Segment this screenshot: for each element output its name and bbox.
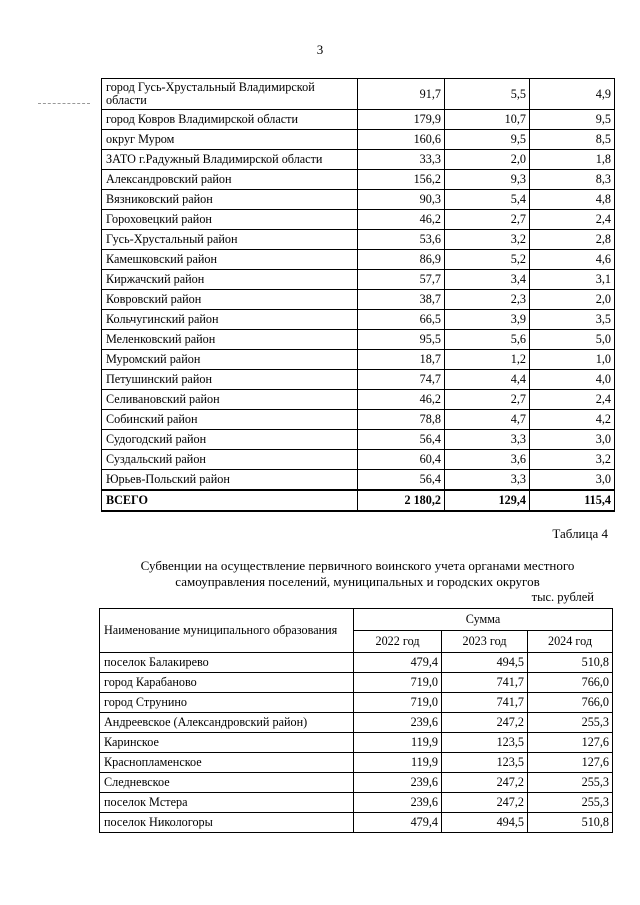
cell-2023: 10,7 bbox=[445, 110, 530, 130]
cell-name: поселок Балакирево bbox=[100, 653, 354, 673]
table-row bbox=[102, 370, 615, 390]
cell-2024: 766,0 bbox=[528, 673, 613, 693]
cell-2023: 2,7 bbox=[445, 210, 530, 230]
cell-2022: 56,4 bbox=[358, 430, 445, 450]
cell-2022: 78,8 bbox=[358, 410, 445, 430]
table-row bbox=[102, 170, 615, 190]
table-row bbox=[102, 130, 615, 150]
cell-2024: 2,8 bbox=[530, 230, 615, 250]
cell-2022: 239,6 bbox=[354, 793, 442, 813]
table-row bbox=[102, 350, 615, 370]
cell-2022: 479,4 bbox=[354, 653, 442, 673]
table-row bbox=[102, 79, 615, 110]
table-4-body bbox=[100, 609, 613, 833]
cell-name: ВСЕГО bbox=[102, 490, 358, 511]
table-row bbox=[102, 410, 615, 430]
cell-2024: 255,3 bbox=[528, 713, 613, 733]
table-row bbox=[100, 793, 613, 813]
cell-2023: 494,5 bbox=[442, 653, 528, 673]
cell-name: округ Муром bbox=[102, 130, 358, 150]
cell-2023: 2,3 bbox=[445, 290, 530, 310]
cell-2024: 255,3 bbox=[528, 773, 613, 793]
table-row bbox=[102, 190, 615, 210]
margin-mark bbox=[38, 103, 90, 104]
cell-2024: 4,8 bbox=[530, 190, 615, 210]
table-row bbox=[100, 813, 613, 833]
cell-2022: 2 180,2 bbox=[358, 490, 445, 511]
cell-name: Меленковский район bbox=[102, 330, 358, 350]
cell-2022: 90,3 bbox=[358, 190, 445, 210]
table-row bbox=[100, 713, 613, 733]
table-row bbox=[102, 230, 615, 250]
cell-2022: 719,0 bbox=[354, 693, 442, 713]
table-row bbox=[100, 753, 613, 773]
cell-2022: 56,4 bbox=[358, 470, 445, 491]
cell-2022: 160,6 bbox=[358, 130, 445, 150]
cell-name: Суздальский район bbox=[102, 450, 358, 470]
cell-2022: 66,5 bbox=[358, 310, 445, 330]
cell-name: поселок Мстера bbox=[100, 793, 354, 813]
table-row bbox=[102, 450, 615, 470]
table-row bbox=[102, 390, 615, 410]
cell-name: Краснопламенское bbox=[100, 753, 354, 773]
cell-name: Муромский район bbox=[102, 350, 358, 370]
cell-2023: 3,9 bbox=[445, 310, 530, 330]
cell-name: Юрьев-Польский район bbox=[102, 470, 358, 491]
cell-2024: 127,6 bbox=[528, 733, 613, 753]
cell-name: Селивановский район bbox=[102, 390, 358, 410]
cell-2024: 3,0 bbox=[530, 470, 615, 491]
cell-2023: 741,7 bbox=[442, 693, 528, 713]
cell-2023: 494,5 bbox=[442, 813, 528, 833]
cell-2022: 119,9 bbox=[354, 753, 442, 773]
table-4-header-row bbox=[100, 609, 613, 631]
cell-2022: 239,6 bbox=[354, 713, 442, 733]
cell-2024: 3,5 bbox=[530, 310, 615, 330]
cell-2023: 3,3 bbox=[445, 430, 530, 450]
cell-name: Вязниковский район bbox=[102, 190, 358, 210]
table-4-units: тыс. рублей bbox=[531, 590, 594, 604]
cell-name: Гороховецкий район bbox=[102, 210, 358, 230]
cell-2022: 95,5 bbox=[358, 330, 445, 350]
cell-2024: 115,4 bbox=[530, 490, 615, 511]
cell-2023: 123,5 bbox=[442, 733, 528, 753]
cell-2023: 247,2 bbox=[442, 773, 528, 793]
table-row bbox=[102, 330, 615, 350]
cell-2024: 8,3 bbox=[530, 170, 615, 190]
header-sum: Сумма bbox=[354, 609, 613, 631]
cell-2024: 766,0 bbox=[528, 693, 613, 713]
cell-name: Судогодский район bbox=[102, 430, 358, 450]
header-name: Наименование муниципального образования bbox=[100, 609, 354, 653]
cell-2023: 5,4 bbox=[445, 190, 530, 210]
cell-2024: 8,5 bbox=[530, 130, 615, 150]
cell-2024: 3,1 bbox=[530, 270, 615, 290]
header-2022: 2022 год bbox=[354, 631, 442, 653]
cell-2023: 247,2 bbox=[442, 713, 528, 733]
total-row bbox=[102, 490, 615, 511]
cell-2023: 3,4 bbox=[445, 270, 530, 290]
table-row bbox=[102, 110, 615, 130]
cell-name: город Гусь-Хрустальный Владимирской области bbox=[102, 79, 358, 110]
table-row bbox=[102, 150, 615, 170]
cell-2023: 123,5 bbox=[442, 753, 528, 773]
table-row bbox=[100, 693, 613, 713]
cell-2022: 46,2 bbox=[358, 210, 445, 230]
cell-2022: 57,7 bbox=[358, 270, 445, 290]
table-row bbox=[102, 310, 615, 330]
cell-2024: 3,2 bbox=[530, 450, 615, 470]
table-4-caption: Субвенции на осуществление первичного воинского учета органами местного самоуправления поселений, муниципальных и городских округов bbox=[140, 558, 575, 589]
cell-2024: 255,3 bbox=[528, 793, 613, 813]
cell-2024: 4,0 bbox=[530, 370, 615, 390]
cell-2023: 1,2 bbox=[445, 350, 530, 370]
cell-2023: 5,2 bbox=[445, 250, 530, 270]
table-row bbox=[100, 733, 613, 753]
cell-2022: 53,6 bbox=[358, 230, 445, 250]
cell-2022: 91,7 bbox=[358, 79, 445, 110]
table-row bbox=[102, 430, 615, 450]
table-row bbox=[100, 773, 613, 793]
cell-2022: 60,4 bbox=[358, 450, 445, 470]
cell-2024: 4,2 bbox=[530, 410, 615, 430]
cell-2024: 1,0 bbox=[530, 350, 615, 370]
cell-2024: 4,9 bbox=[530, 79, 615, 110]
cell-2024: 4,6 bbox=[530, 250, 615, 270]
table-3-body bbox=[102, 79, 615, 512]
cell-2024: 1,8 bbox=[530, 150, 615, 170]
header-2024: 2024 год bbox=[528, 631, 613, 653]
cell-2023: 5,5 bbox=[445, 79, 530, 110]
cell-2024: 2,4 bbox=[530, 210, 615, 230]
cell-2022: 156,2 bbox=[358, 170, 445, 190]
table-row bbox=[102, 470, 615, 491]
cell-name: поселок Никологоры bbox=[100, 813, 354, 833]
cell-2022: 86,9 bbox=[358, 250, 445, 270]
cell-2023: 5,6 bbox=[445, 330, 530, 350]
header-2023: 2023 год bbox=[442, 631, 528, 653]
table-3 bbox=[101, 78, 615, 512]
table-row bbox=[100, 673, 613, 693]
cell-2023: 9,5 bbox=[445, 130, 530, 150]
cell-2022: 46,2 bbox=[358, 390, 445, 410]
cell-name: Киржачский район bbox=[102, 270, 358, 290]
table-row bbox=[102, 290, 615, 310]
cell-2022: 719,0 bbox=[354, 673, 442, 693]
cell-2022: 239,6 bbox=[354, 773, 442, 793]
cell-2023: 9,3 bbox=[445, 170, 530, 190]
cell-2023: 2,0 bbox=[445, 150, 530, 170]
cell-name: Следневское bbox=[100, 773, 354, 793]
cell-2023: 2,7 bbox=[445, 390, 530, 410]
page-number: 3 bbox=[316, 42, 324, 57]
cell-name: Петушинский район bbox=[102, 370, 358, 390]
cell-name: город Ковров Владимирской области bbox=[102, 110, 358, 130]
table-row bbox=[100, 653, 613, 673]
cell-2024: 2,4 bbox=[530, 390, 615, 410]
cell-2024: 127,6 bbox=[528, 753, 613, 773]
cell-2023: 3,2 bbox=[445, 230, 530, 250]
cell-name: Гусь-Хрустальный район bbox=[102, 230, 358, 250]
cell-2023: 247,2 bbox=[442, 793, 528, 813]
table-4-label: Таблица 4 bbox=[552, 526, 608, 541]
cell-2024: 510,8 bbox=[528, 653, 613, 673]
table-row bbox=[102, 270, 615, 290]
table-4 bbox=[99, 608, 613, 833]
cell-2024: 9,5 bbox=[530, 110, 615, 130]
cell-2022: 179,9 bbox=[358, 110, 445, 130]
cell-2023: 4,7 bbox=[445, 410, 530, 430]
table-row bbox=[102, 250, 615, 270]
table-row bbox=[102, 210, 615, 230]
cell-name: Кольчугинский район bbox=[102, 310, 358, 330]
cell-2023: 3,6 bbox=[445, 450, 530, 470]
cell-2024: 2,0 bbox=[530, 290, 615, 310]
cell-name: город Струнино bbox=[100, 693, 354, 713]
cell-2022: 479,4 bbox=[354, 813, 442, 833]
cell-name: Собинский район bbox=[102, 410, 358, 430]
cell-2023: 129,4 bbox=[445, 490, 530, 511]
cell-2022: 38,7 bbox=[358, 290, 445, 310]
cell-2023: 4,4 bbox=[445, 370, 530, 390]
cell-name: Каринское bbox=[100, 733, 354, 753]
cell-2022: 33,3 bbox=[358, 150, 445, 170]
cell-name: ЗАТО г.Радужный Владимирской области bbox=[102, 150, 358, 170]
cell-name: Камешковский район bbox=[102, 250, 358, 270]
cell-2023: 3,3 bbox=[445, 470, 530, 491]
cell-2022: 74,7 bbox=[358, 370, 445, 390]
cell-name: Ковровский район bbox=[102, 290, 358, 310]
cell-2022: 18,7 bbox=[358, 350, 445, 370]
cell-2024: 510,8 bbox=[528, 813, 613, 833]
cell-2024: 5,0 bbox=[530, 330, 615, 350]
cell-name: Андреевское (Александровский район) bbox=[100, 713, 354, 733]
cell-name: Александровский район bbox=[102, 170, 358, 190]
cell-2024: 3,0 bbox=[530, 430, 615, 450]
cell-2023: 741,7 bbox=[442, 673, 528, 693]
cell-2022: 119,9 bbox=[354, 733, 442, 753]
cell-name: город Карабаново bbox=[100, 673, 354, 693]
